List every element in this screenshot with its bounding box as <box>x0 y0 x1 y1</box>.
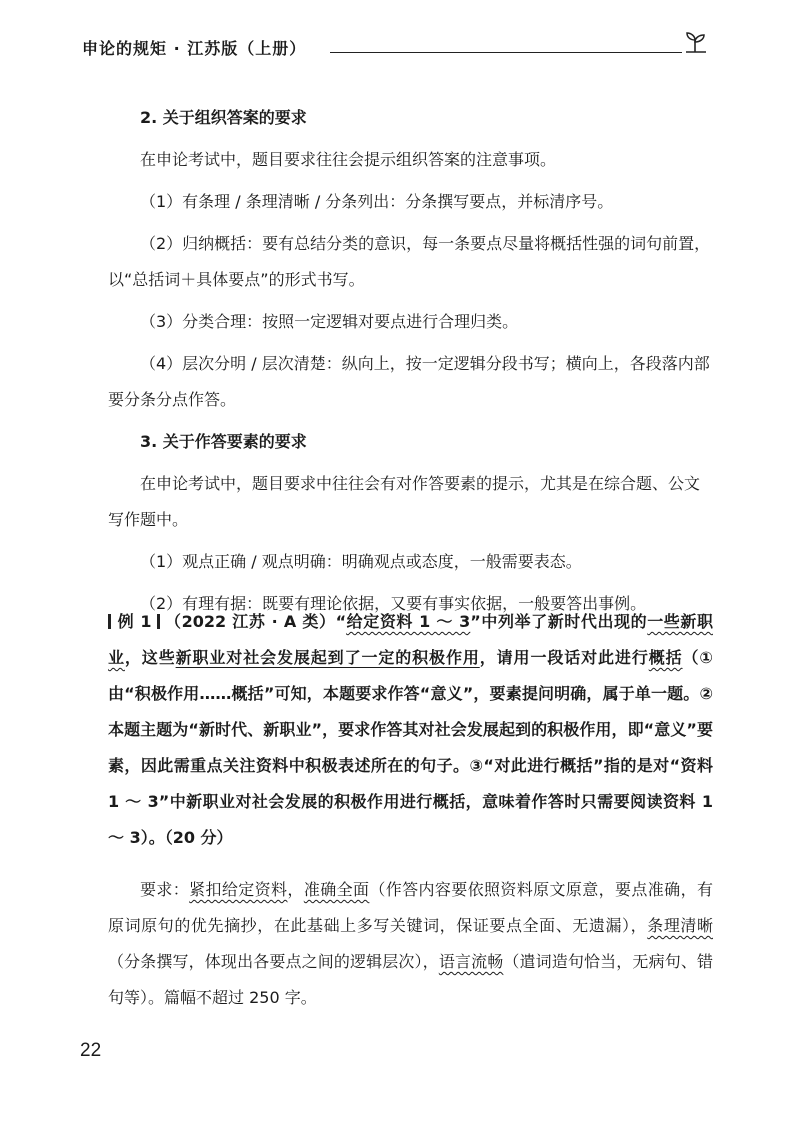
section-2 <box>108 100 713 622</box>
section-2-item-1: （1）有条理 / 条理清晰 / 分条列出：分条撰写要点，并标清序号。 <box>140 192 614 211</box>
underlined-phrase: 准确全面 <box>303 880 370 899</box>
example-bar-right <box>157 614 160 629</box>
underlined-phrase: 新职业对社会发展起到了一定的积极作用 <box>175 648 480 667</box>
underlined-phrase: 一些新职业 <box>108 612 713 667</box>
underlined-phrase: 给定资料 1 ～ 3 <box>346 612 471 631</box>
requirements-paragraph: 要求：紧扣给定资料，准确全面（作答内容要依照资料原文原意，要点准确，有原词原句的优先摘抄，在此基础上多写关键词，保证要点全面、无遗漏），条理清晰（分条撰写，体现出各要点之间的逻辑层次），语言流畅（遣词造句恰当，无病句、错句等）。篇幅不超过 250 字。 <box>108 880 713 1007</box>
example-source: （2022 江苏 · A 类） <box>164 612 336 631</box>
section-2-heading: 2. 关于组织答案的要求 <box>140 108 307 127</box>
running-header-title: 申论的规矩 · 江苏版（上册） <box>82 39 307 58</box>
section-2-item-3: （3）分类合理：按照一定逻辑对要点进行合理归类。 <box>140 312 519 331</box>
underlined-phrase: 概括 <box>648 648 683 667</box>
example-bar-left <box>108 614 111 629</box>
section-2-item-2: （2）归纳概括：要有总结分类的意识，每一条要点尽量将概括性强的词句前置，以“总括词＋具体要点”的形式书写。 <box>108 234 711 289</box>
example-question: 例 1 （2022 江苏 · A 类）“给定资料 1 ～ 3”中列举了新时代出现的一些新职业，这些新职业对社会发展起到了一定的积极作用，请用一段话对此进行概括（①由“积极作用……概括”可知，本题要求作答“意义”，要素提问明确，属于单一题。②本题主题为“新时代、新职业”，要求作答其对社会发展起到的积极作用，即“意义”要素，因此需重点关注资料中积极表述所在的句子。③“对此进行概括”指的是对“资料 1 ～ 3”中新职业对社会发展的积极作用进行概括，意味着作答时只需要阅读资料 1 ～ 3）。（20 分） <box>108 612 713 847</box>
sprout-icon <box>680 30 710 56</box>
section-2-item-4: （4）层次分明 / 层次清楚：纵向上，按一定逻辑分段书写；横向上，各段落内部要分条分点作答。 <box>108 354 710 409</box>
header-rule <box>330 52 682 53</box>
example-analysis: （①由“积极作用……概括”可知，本题要求作答“意义”，要素提问明确，属于单一题。②本题主题为“新时代、新职业”，要求作答其对社会发展起到的积极作用，即“意义”要素，因此需重点关注资料中积极表述所在的句子。③“对此进行概括”指的是对“资料 1 ～ 3”中新职业对社会发展的积极作用进行概括，意味着作答时只需要阅读资料 1 ～ 3）。（20 分） <box>108 648 713 847</box>
underlined-phrase: 紧扣给定资料 <box>189 880 288 899</box>
section-2-intro: 在申论考试中，题目要求往往会提示组织答案的注意事项。 <box>140 150 557 169</box>
example-block <box>108 604 713 856</box>
section-3-item-1: （1）观点正确 / 观点明确：明确观点或态度，一般需要表态。 <box>140 552 582 571</box>
section-3-intro: 在申论考试中，题目要求中往往会有对作答要素的提示，尤其是在综合题、公文写作题中。 <box>108 474 701 529</box>
underlined-phrase: 条理清晰 <box>647 916 713 935</box>
underlined-phrase: 语言流畅 <box>438 952 504 971</box>
section-3-heading: 3. 关于作答要素的要求 <box>140 432 307 451</box>
requirements-block <box>108 872 713 1016</box>
page-number: 22 <box>80 1040 102 1061</box>
section-3-item-2: （2）有理有据：既要有理论依据，又要有事实依据，一般要答出事例。 <box>140 594 647 613</box>
example-label: 例 1 <box>108 612 164 631</box>
